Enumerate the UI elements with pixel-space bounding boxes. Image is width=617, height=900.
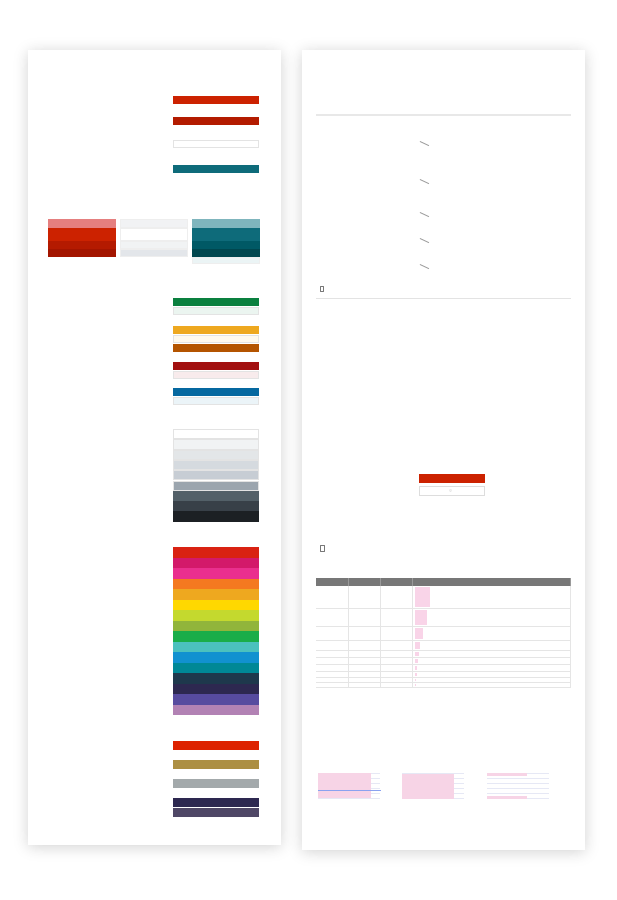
typography-page (302, 50, 585, 850)
state-swatch (120, 249, 188, 257)
table-row (316, 683, 571, 688)
cell-px (348, 658, 380, 665)
add-to-list-button[interactable] (419, 486, 485, 496)
baseline-example (402, 773, 454, 799)
color-swatch (173, 798, 259, 807)
column-header (412, 578, 571, 586)
color-swatch (173, 491, 259, 501)
color-swatch (173, 140, 259, 148)
type-specimen-cell (412, 650, 571, 658)
type-specimen-cell (412, 683, 571, 688)
cell-rem (316, 586, 348, 608)
add-to-cart-button[interactable] (419, 474, 485, 483)
cell-rem (316, 658, 348, 665)
state-swatch (192, 257, 260, 264)
brand-swatch-teal (173, 642, 259, 653)
table-row (316, 640, 571, 650)
color-foundation-page (28, 50, 281, 845)
state-swatch (48, 249, 116, 257)
baseline-highlight (415, 628, 423, 639)
mobile-device-icon (320, 286, 324, 292)
color-swatch (173, 511, 259, 521)
cell-px (348, 650, 380, 658)
table-row (316, 626, 571, 640)
cell-px (348, 626, 380, 640)
baseline-highlight (415, 666, 418, 670)
brand-swatch-lime (173, 610, 259, 621)
color-swatch (173, 117, 259, 125)
type-scale-table (316, 578, 571, 688)
state-swatch (192, 241, 260, 249)
color-swatch (173, 397, 259, 405)
brand-swatch-blue (173, 652, 259, 663)
cell-rem (316, 650, 348, 658)
color-swatch (173, 470, 259, 480)
cell-lh (380, 608, 412, 626)
color-swatch (173, 779, 259, 788)
baseline-highlight (415, 679, 417, 681)
color-swatch (173, 439, 259, 449)
state-swatch (120, 219, 188, 228)
column-header (348, 578, 380, 586)
state-swatch (48, 219, 116, 228)
table-row (316, 658, 571, 665)
state-swatch (120, 228, 188, 241)
cell-rem (316, 683, 348, 688)
state-swatch (192, 228, 260, 241)
baseline-gridline (318, 798, 380, 799)
brand-swatch-yellow (173, 600, 259, 611)
brand-swatch-green (173, 631, 259, 642)
state-swatch (48, 228, 116, 241)
cell-lh (380, 586, 412, 608)
brand-swatch-jcp-red (173, 547, 259, 558)
column-header (316, 578, 348, 586)
baseline-gridline (487, 783, 549, 784)
baseline-highlight (415, 610, 427, 625)
color-swatch (173, 165, 259, 173)
color-swatch (173, 335, 259, 343)
color-swatch (173, 741, 259, 750)
color-swatch (173, 362, 259, 370)
state-swatch (192, 219, 260, 228)
baseline-gridline (487, 793, 549, 794)
type-specimen-cell (412, 608, 571, 626)
state-swatch (48, 241, 116, 249)
pink-box (487, 796, 527, 799)
type-specimen-cell (412, 658, 571, 665)
color-swatch (173, 450, 259, 460)
baseline-gridline (487, 788, 549, 789)
color-swatch (173, 298, 259, 306)
cell-px (348, 640, 380, 650)
baseline-highlight (415, 587, 431, 607)
baseline-highlight (415, 673, 417, 677)
cell-px (348, 683, 380, 688)
baseline-highlight (415, 659, 418, 663)
arrow-line (420, 264, 429, 269)
type-specimen-cell (412, 586, 571, 608)
table-row (316, 650, 571, 658)
pink-box (402, 774, 454, 799)
cell-px (348, 608, 380, 626)
pink-box (487, 773, 527, 776)
baseline-example (487, 773, 539, 799)
state-swatch (192, 249, 260, 257)
cell-lh (380, 640, 412, 650)
type-specimen-cell (412, 640, 571, 650)
baseline-example (318, 773, 370, 799)
cell-px (348, 586, 380, 608)
color-swatch (173, 388, 259, 396)
brand-swatch-gold (173, 589, 259, 600)
cell-lh (380, 650, 412, 658)
pink-box (318, 773, 371, 798)
color-swatch (173, 429, 259, 439)
brand-swatch-rewards-eggplant (173, 684, 259, 695)
brand-swatch-olive (173, 621, 259, 632)
color-swatch (173, 96, 259, 104)
column-header (380, 578, 412, 586)
color-swatch (173, 344, 259, 352)
color-swatch (173, 481, 259, 491)
heart-icon: ♡ (449, 489, 452, 493)
brand-swatch-navy (173, 673, 259, 684)
baseline-highlight (415, 652, 419, 657)
cell-rem (316, 608, 348, 626)
baseline-highlight (415, 684, 417, 686)
cell-rem (316, 626, 348, 640)
baseline-gridline (487, 778, 549, 779)
brand-swatch-raspberry (173, 558, 259, 569)
brand-swatch-mandarin (173, 579, 259, 590)
brand-swatch-lilac (173, 705, 259, 716)
color-swatch (173, 501, 259, 511)
cell-lh (380, 683, 412, 688)
type-specimen-cell (412, 626, 571, 640)
color-swatch (173, 371, 259, 379)
baseline-line (318, 790, 381, 791)
arrow-line (420, 141, 429, 146)
arrow-line (420, 212, 429, 217)
divider (316, 298, 571, 299)
color-swatch (173, 460, 259, 470)
arrow-line (420, 179, 429, 184)
brand-swatch-purple (173, 694, 259, 705)
color-swatch (173, 307, 259, 315)
color-swatch (173, 326, 259, 334)
brand-swatch-ocean (173, 663, 259, 674)
baseline-highlight (415, 642, 421, 649)
color-swatch (173, 760, 259, 769)
table-row (316, 608, 571, 626)
cell-lh (380, 626, 412, 640)
cell-rem (316, 640, 348, 650)
state-swatch (120, 241, 188, 249)
arrow-line (420, 238, 429, 243)
color-swatch (173, 808, 259, 817)
divider (316, 114, 571, 116)
brand-swatch-magenta (173, 568, 259, 579)
cell-lh (380, 658, 412, 665)
tablet-device-icon (320, 545, 325, 552)
table-row (316, 586, 571, 608)
